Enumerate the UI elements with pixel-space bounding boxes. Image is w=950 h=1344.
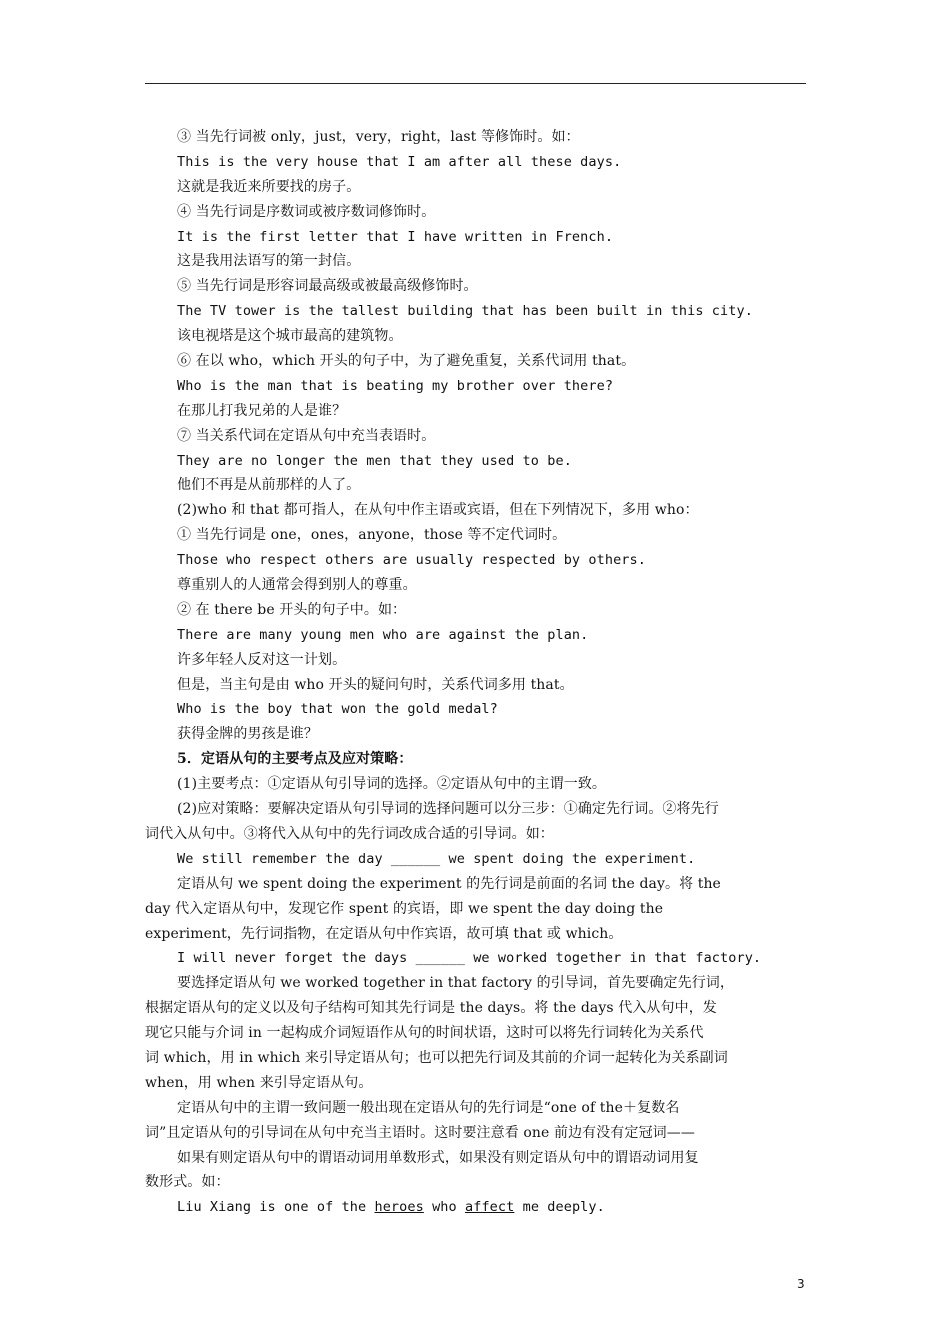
rule-item-2: ② 在 there be 开头的句子中。如： — [177, 601, 407, 618]
page-number: 3 — [797, 1277, 805, 1291]
underlined-word-heroes: heroes — [374, 1199, 424, 1216]
example-sentence: Who is the boy that won the gold medal? — [177, 701, 498, 718]
header-rule — [145, 83, 806, 84]
example-translation: 在那儿打我兄弟的人是谁？ — [177, 402, 347, 419]
agreement-line: 词”且定语从句的引导词在从句中充当主语时。这时要注意看 one 前边有没有定冠词—— — [145, 1124, 695, 1141]
sentence-part: who — [423, 1199, 465, 1216]
strategy-line-2: 词代入从句中。③将代入从句中的先行词改成合适的引导词。如： — [145, 825, 554, 842]
section-5-heading: 5．定语从句的主要考点及应对策略： — [177, 751, 413, 768]
example-translation: 他们不再是从前那样的人了。 — [177, 477, 361, 494]
underlined-word-affect: affect — [464, 1199, 515, 1216]
example-translation: 这是我用法语写的第一封信。 — [177, 253, 361, 270]
explanation-line: 现它只能与介词 in 一起构成介词短语作从句的时间状语，这时可以将先行词转化为关系代 — [145, 1025, 704, 1042]
example-sentence: There are many young men who are against the plan. — [177, 626, 589, 643]
explanation-line: experiment，先行词指物，在定语从句中作宾语，故可填 that 或 which。 — [145, 925, 623, 942]
example-translation: 许多年轻人反对这一计划。 — [177, 651, 347, 668]
key-points: (1)主要考点：①定语从句引导词的选择。②定语从句中的主谓一致。 — [177, 776, 607, 793]
example-translation: 该电视塔是这个城市最高的建筑物。 — [177, 328, 403, 345]
example-translation: 这就是我近来所要找的房子。 — [177, 178, 361, 195]
rule-item-4: ④ 当先行词是序数词或被序数词修饰时。 — [177, 203, 436, 220]
rule-item-7: ⑦ 当关系代词在定语从句中充当表语时。 — [177, 427, 436, 444]
section-2-heading: (2)who 和 that 都可指人，在从句中作主语或宾语，但在下列情况下，多用 who： — [177, 502, 699, 519]
document-body — [145, 125, 806, 1220]
explanation-line: 根据定语从句的定义以及句子结构可知其先行词是 the days。将 the days 代入从句中，发 — [145, 1000, 717, 1017]
rule-item-6: ⑥ 在以 who，which 开头的句子中，为了避免重复，关系代词用 that。 — [177, 353, 636, 370]
example-sentence: Who is the man that is beating my brother over there? — [177, 377, 614, 394]
example-sentence: The TV tower is the tallest building that has been built in this city. — [177, 303, 753, 320]
sentence-part: Liu Xiang is one of the — [177, 1199, 375, 1216]
example-translation: 尊重别人的人通常会得到别人的尊重。 — [177, 577, 417, 594]
explanation-line: 词 which，用 in which 来引导定语从句；也可以把先行词及其前的介词一起转化为关系副词 — [145, 1049, 728, 1066]
example-sentence: It is the first letter that I have written in French. — [177, 228, 614, 245]
rule-item-5: ⑤ 当先行词是形容词最高级或被最高级修饰时。 — [177, 278, 478, 295]
example-translation: 获得金牌的男孩是谁？ — [177, 726, 318, 743]
rule-item-3: ③ 当先行词被 only，just，very，right，last 等修饰时。如： — [177, 129, 580, 145]
explanation-line: 要选择定语从句 we worked together in that factory 的引导词，首先要确定先行词， — [177, 975, 735, 992]
rule-item-1: ① 当先行词是 one，ones，anyone，those 等不定代词时。 — [177, 527, 567, 544]
agreement-line: 数形式。如： — [145, 1174, 230, 1191]
example-sentence: We still remember the day ______ we spent doing the experiment. — [177, 850, 696, 867]
explanation-line: when，用 when 来引导定语从句。 — [145, 1074, 373, 1091]
final-example-sentence — [145, 1195, 806, 1220]
explanation-line: 定语从句 we spent doing the experiment 的先行词是前面的名词 the day。将 the — [177, 875, 721, 892]
agreement-line: 定语从句中的主谓一致问题一般出现在定语从句的先行词是“one of the＋复数名 — [177, 1099, 680, 1116]
sentence-part: me deeply. — [514, 1199, 605, 1216]
example-sentence: I will never forget the days ______ we worked together in that factory. — [177, 950, 762, 967]
example-sentence: They are no longer the men that they used to be. — [177, 452, 572, 469]
exception-note: 但是，当主句是由 who 开头的疑问句时，关系代词多用 that。 — [177, 676, 574, 693]
example-sentence: Those who respect others are usually respected by others. — [177, 552, 646, 569]
example-sentence: This is the very house that I am after all these days. — [177, 153, 622, 170]
agreement-line: 如果有则定语从句中的谓语动词用单数形式，如果没有则定语从句中的谓语动词用复 — [177, 1149, 699, 1166]
explanation-line: day 代入定语从句中，发现它作 spent 的宾语，即 we spent the day doing the — [145, 900, 664, 917]
strategy-line-1: (2)应对策略：要解决定语从句引导词的选择问题可以分三步：①确定先行词。②将先行 — [177, 801, 719, 818]
